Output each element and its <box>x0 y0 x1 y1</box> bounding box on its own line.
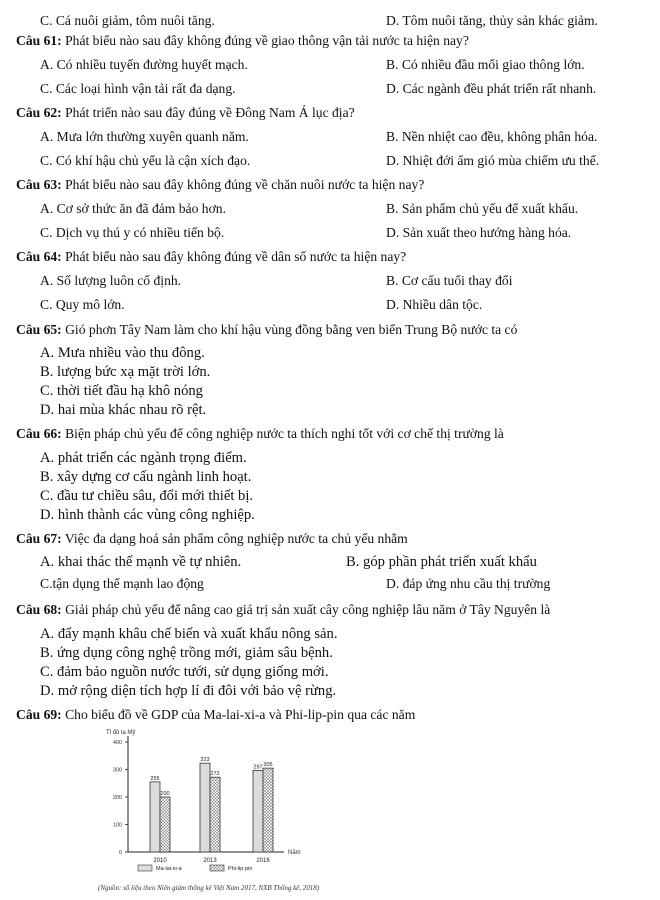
answer-option: D. Nhiều dân tộc. <box>386 297 483 312</box>
chart-source-note: (Nguồn: số liệu theo Niên giám thống kê Việt Nam 2017, NXB Thống kê, 2018) <box>98 884 320 892</box>
bar-value-label: 323 <box>200 757 210 764</box>
answer-option: A. khai thác thế mạnh về tự nhiên. <box>40 554 242 570</box>
y-axis-label: Tỉ đô la Mỹ <box>106 730 136 736</box>
question-line <box>16 32 469 50</box>
question-number: Câu 63: <box>16 177 62 192</box>
question-line <box>16 601 550 619</box>
bar-malaysia-2010 <box>150 782 160 852</box>
x-tick-label: 2010 <box>153 858 167 864</box>
legend-swatch-philippines <box>210 865 224 871</box>
bar-value-label: 305 <box>263 762 273 769</box>
y-tick-label: 100 <box>112 822 122 829</box>
y-tick-label: 300 <box>112 767 122 774</box>
question-line <box>16 321 517 339</box>
legend-label-philippines: Phi-lip-pin <box>228 866 253 872</box>
question-stem: Phát biểu nào sau đây không đúng về chăn nuôi nước ta hiện nay? <box>61 177 425 192</box>
question-line <box>16 176 424 194</box>
question-number: Câu 67: <box>16 531 62 546</box>
answer-option: D. Nhiệt đới ẩm gió mùa chiếm ưu thế. <box>386 153 600 168</box>
bar-malaysia-2013 <box>200 763 210 852</box>
legend-swatch-malaysia <box>138 865 152 871</box>
question-number: Câu 69: <box>16 707 62 722</box>
question-line <box>16 706 415 724</box>
answer-option: B. Nền nhiệt cao đều, không phân hóa. <box>386 129 598 144</box>
question-stem: Phát triển nào sau đây đúng về Đông Nam Á lục địa? <box>61 105 355 120</box>
answer-option: C.tận dụng thế mạnh lao động <box>40 576 204 591</box>
answer-option: C. Quy mô lớn. <box>40 297 125 312</box>
answer-option: D. hai mùa khác nhau rõ rệt. <box>40 402 207 418</box>
bar-philippines-2016 <box>263 768 273 852</box>
question-number: Câu 68: <box>16 602 62 617</box>
question-line <box>16 530 408 548</box>
answer-option: C. thời tiết đầu hạ khô nóng <box>40 383 203 399</box>
question-number: Câu 66: <box>16 426 62 441</box>
answer-option: D. Sản xuất theo hướng hàng hóa. <box>386 225 572 240</box>
answer-option: D. hình thành các vùng công nghiệp. <box>40 507 255 523</box>
answer-option: C. Các loại hình vận tải rất đa dạng. <box>40 81 236 96</box>
answer-option: C. Dịch vụ thú y có nhiều tiến bộ. <box>40 225 225 240</box>
question-stem: Cho biểu đồ về GDP của Ma-lai-xi-a và Phi-lip-pin qua các năm <box>61 707 416 722</box>
question-line <box>16 425 504 443</box>
answer-option: A. Cơ sở thức ăn đã đảm bảo hơn. <box>40 201 226 216</box>
question-number: Câu 65: <box>16 322 62 337</box>
question-stem: Gió phơn Tây Nam làm cho khí hậu vùng đồng bằng ven biển Trung Bộ nước ta có <box>61 322 518 337</box>
question-stem: Giải pháp chủ yếu để nâng cao giá trị sản xuất cây công nghiệp lâu năm ở Tây Nguyên là <box>61 602 551 617</box>
answer-option: D. Tôm nuôi tăng, thủy sản khác giảm. <box>386 13 598 28</box>
y-tick-label: 200 <box>112 795 122 801</box>
answer-option: A. Có nhiều tuyến đường huyết mạch. <box>40 57 248 72</box>
answer-option: B. Cơ cấu tuổi thay đổi <box>386 273 513 288</box>
question-stem: Phát biểu nào sau đây không đúng về giao thông vận tải nước ta hiện nay? <box>61 33 469 48</box>
answer-option: C. đảm bảo nguồn nước tưới, sử dụng giống mới. <box>40 664 329 680</box>
answer-option: A. Số lượng luôn cố định. <box>40 273 182 288</box>
answer-option: B. Có nhiều đầu mối giao thông lớn. <box>386 57 585 72</box>
answer-option: B. ứng dụng công nghệ trồng mới, giảm sâu bệnh. <box>40 645 333 661</box>
y-tick-label: 400 <box>112 740 122 746</box>
answer-option: A. đẩy mạnh khâu chế biến và xuất khẩu nông sản. <box>40 626 338 642</box>
x-axis-label: Năm <box>288 850 301 856</box>
question-line <box>16 104 355 122</box>
gdp-bar-chart <box>88 728 328 888</box>
answer-option: B. góp phần phát triển xuất khẩu <box>346 554 537 570</box>
bar-malaysia-2016 <box>253 770 263 852</box>
answer-option: B. lượng bức xạ mặt trời lớn. <box>40 364 211 380</box>
answer-option: B. Sản phẩm chủ yếu để xuất khẩu. <box>386 201 579 216</box>
question-line <box>16 248 406 266</box>
bar-value-label: 272 <box>210 771 220 778</box>
answer-option: D. đáp ứng nhu cầu thị trường <box>386 576 551 591</box>
y-tick-label: 0 <box>118 850 122 856</box>
bar-philippines-2013 <box>210 777 220 852</box>
question-stem: Biện pháp chủ yếu để công nghiệp nước ta thích nghi tốt với cơ chế thị trường là <box>61 426 504 441</box>
bar-value-label: 297 <box>253 764 263 771</box>
answer-option: C. đầu tư chiều sâu, đổi mới thiết bị. <box>40 488 254 504</box>
question-number: Câu 62: <box>16 105 62 120</box>
answer-option: A. Mưa nhiều vào thu đông. <box>40 345 205 361</box>
x-tick-label: 2013 <box>203 858 217 864</box>
legend-label-malaysia: Ma-lai-xi-a <box>156 866 182 872</box>
bar-philippines-2010 <box>160 797 170 852</box>
x-tick-label: 2016 <box>256 858 270 864</box>
question-stem: Phát biểu nào sau đây không đúng về dân số nước ta hiện nay? <box>61 249 407 264</box>
answer-option: B. xây dựng cơ cấu ngành linh hoạt. <box>40 469 252 485</box>
answer-option: C. Có khí hậu chủ yếu là cận xích đạo. <box>40 153 251 168</box>
answer-option: A. phát triển các ngành trọng điểm. <box>40 450 247 466</box>
bar-value-label: 255 <box>150 775 160 782</box>
answer-option: A. Mưa lớn thường xuyên quanh năm. <box>40 129 249 144</box>
question-stem: Việc đa dạng hoá sản phẩm công nghiệp nước ta chủ yếu nhằm <box>61 531 408 546</box>
answer-option: D. Các ngành đều phát triển rất nhanh. <box>386 81 597 96</box>
question-number: Câu 61: <box>16 33 62 48</box>
answer-option: D. mở rộng diện tích hợp lí đi đôi với bảo vệ rừng. <box>40 683 337 699</box>
bar-value-label: 200 <box>160 791 170 797</box>
answer-option: C. Cá nuôi giảm, tôm nuôi tăng. <box>40 13 215 28</box>
question-number: Câu 64: <box>16 249 62 264</box>
